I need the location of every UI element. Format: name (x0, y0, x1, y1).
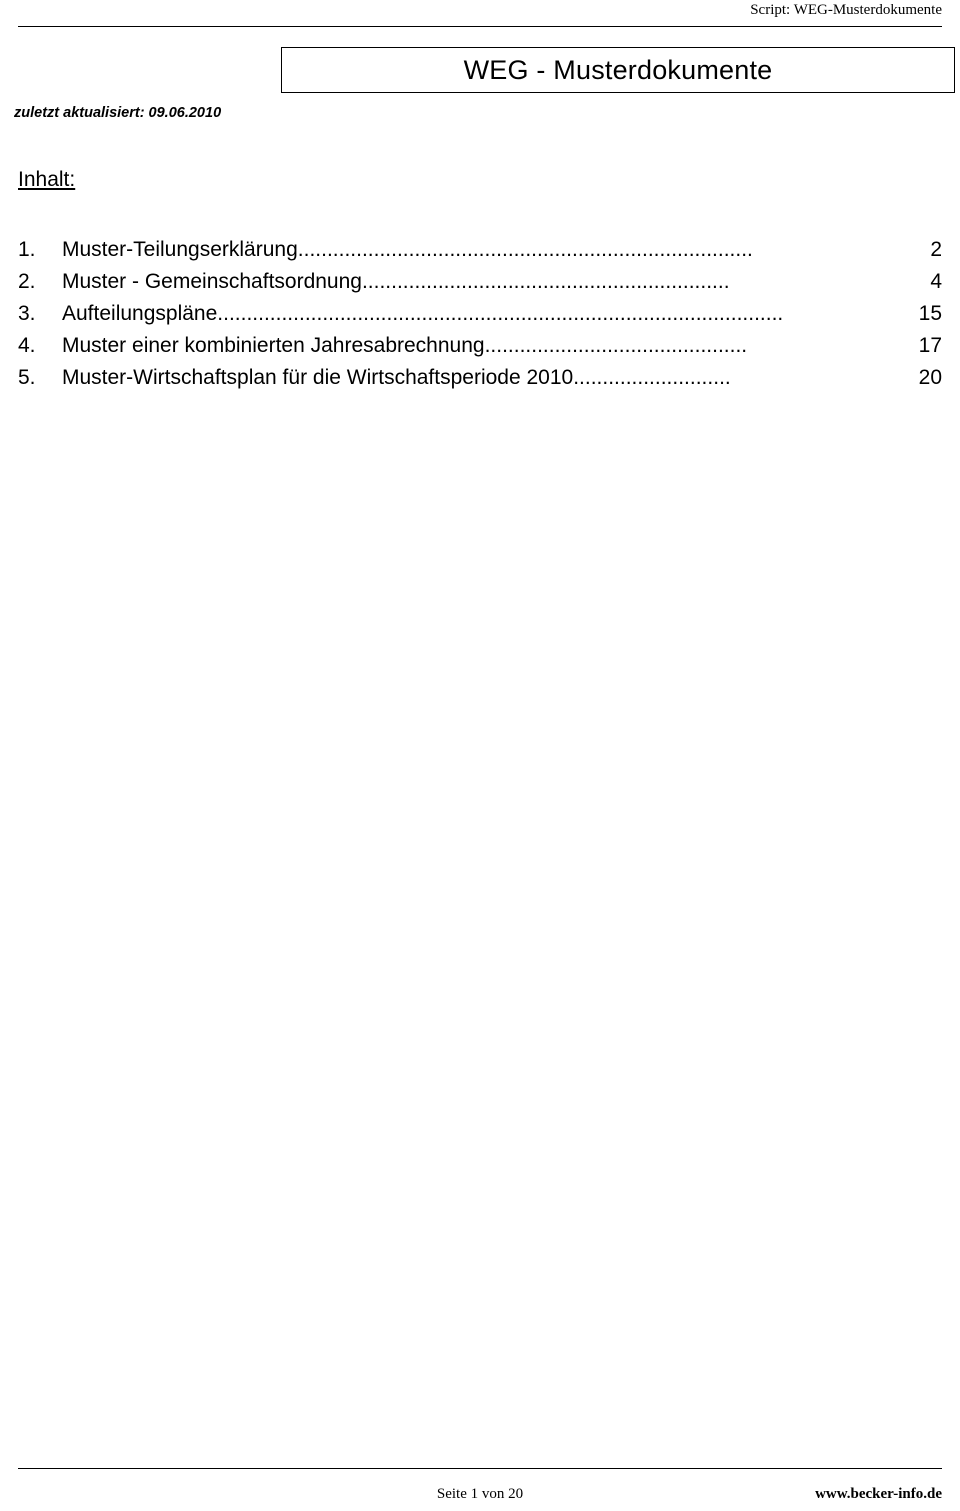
toc-entry-number: 3. (18, 302, 36, 325)
toc-entry-page: 17 (918, 334, 942, 357)
toc-entry-label: Aufteilungspläne (62, 302, 218, 325)
document-header (0, 0, 960, 28)
toc-entry-page: 15 (918, 302, 942, 325)
toc-entry-number: 5. (18, 366, 36, 389)
toc-entry-page: 4 (930, 270, 942, 293)
toc-entry-number: 4. (18, 334, 36, 357)
toc-entry-number: 1. (18, 238, 36, 261)
toc-heading: Inhalt: (18, 168, 76, 191)
header-script-label: Script: WEG-Musterdokumente (750, 2, 942, 18)
toc-entry-label: Muster-Wirtschaftsplan für die Wirtschaftsperiode 2010 (62, 366, 574, 389)
toc-entry-leader: ................................................................................................. (217, 302, 784, 325)
page-title: WEG - Musterdokumente (463, 54, 773, 85)
toc-entry-leader: ........................... (573, 366, 731, 389)
header-divider (18, 26, 942, 27)
toc-entry-label: Muster-Teilungserklärung (62, 238, 298, 261)
toc-entry[interactable] (18, 234, 942, 266)
toc-entry[interactable] (18, 266, 942, 298)
toc-entry[interactable] (18, 298, 942, 330)
footer-divider (18, 1468, 942, 1469)
toc-entry-page: 20 (918, 366, 942, 389)
toc-entry-leader: ............................................. (484, 334, 748, 357)
toc-entry-label: Muster - Gemeinschaftsordnung (62, 270, 362, 293)
toc-entry-number: 2. (18, 270, 36, 293)
toc-entry[interactable] (18, 330, 942, 362)
toc-entry-leader: .............................................................................. (297, 238, 753, 261)
toc-entry-leader: ............................................................... (361, 270, 730, 293)
footer-page-label: Seite 1 von 20 (436, 1486, 524, 1502)
toc-entry-page: 2 (930, 238, 942, 261)
footer-website: www.becker-info.de (815, 1486, 942, 1502)
document-title-box (281, 47, 955, 93)
toc-entry[interactable] (18, 362, 942, 394)
toc-entry-label: Muster einer kombinierten Jahresabrechnung (62, 334, 485, 357)
table-of-contents (18, 234, 942, 394)
last-updated-label: zuletzt aktualisiert: 09.06.2010 (14, 105, 222, 121)
